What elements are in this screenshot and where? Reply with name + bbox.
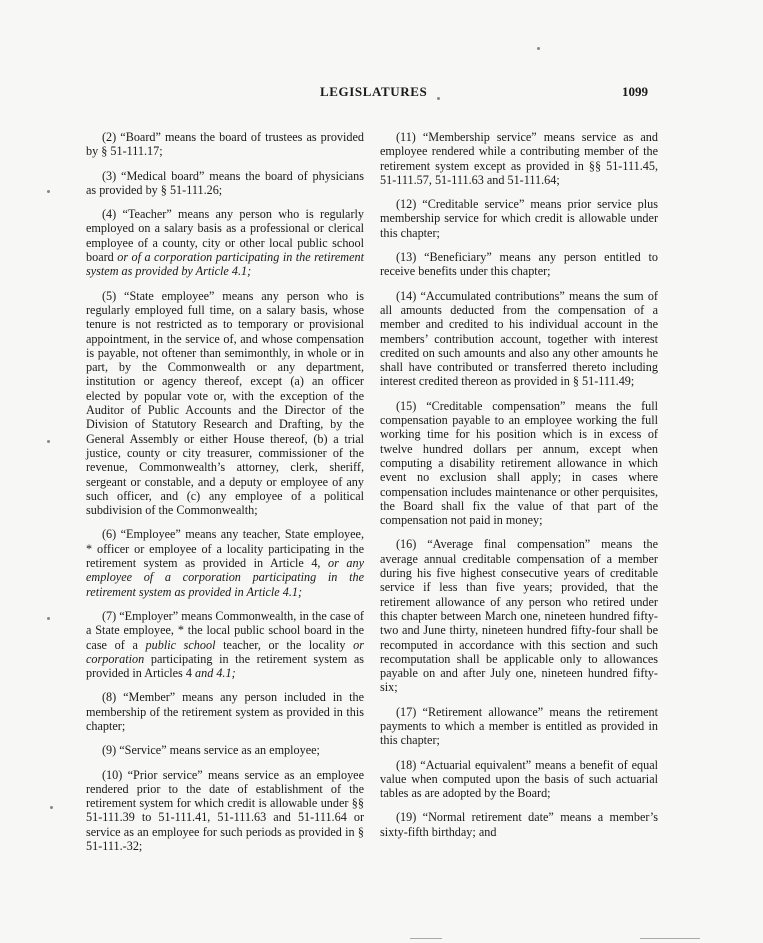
definition-paragraph (86, 207, 364, 278)
scan-speck (50, 806, 53, 809)
right-column (380, 130, 658, 849)
italic-amendment-text: and 4.1; (195, 666, 236, 681)
paragraph-text: (14) “Accumulated contributions” means the sum of all amounts deducted from the compensation of a member and credited to his individual account in the members’ contribution account, together with interest credited on such amounts and also any other amounts he shall have contributed or transferred thereto including interest credited thereon as provided in § 51-111.49; (380, 288, 658, 389)
definition-paragraph (380, 289, 658, 389)
definition-paragraph (380, 399, 658, 528)
italic-amendment-text: or of a corporation participating in the retirement system as provided by Article 4.1; (86, 250, 364, 279)
scan-speck (47, 440, 50, 443)
definition-paragraph (380, 250, 658, 279)
running-head: LEGISLATURES (320, 84, 428, 99)
definition-paragraph (380, 197, 658, 240)
paragraph-text: (3) “Medical board” means the board of physicians as provided by § 51-111.26; (86, 168, 364, 197)
definition-paragraph (380, 130, 658, 187)
page-number: 1099 (622, 84, 648, 99)
definition-paragraph (86, 169, 364, 198)
definition-paragraph (86, 768, 364, 854)
scan-speck (47, 617, 50, 620)
page-header (0, 84, 763, 104)
scan-speck (47, 190, 50, 193)
definition-paragraph (380, 705, 658, 748)
paragraph-text: (16) “Average final compensation” means the average annual creditable compensation of a member during his five highest consecutive years of creditable service if less than five years; provided, that the retirement allowance of any person who retired under this chapter between March one, nineteen hundred fifty-two and June thirty, nineteen hundred fifty-four shall be recomputed in accordance with this section and such recomputation shall be applicable only to allowances payable on and after July one, nineteen hundred fifty-six; (380, 537, 658, 695)
paragraph-text: (5) “State employee” means any person who is regularly employed full time, on a salary basis, whose tenure is not restricted as to temporary or provisional appointment, in the service of, and whose compensation is payable, not oftener than semimonthly, in whole or in part, by the Commonwealth or any department, institution or agency thereof, except (a) an officer elected by popular vote or, with the exception of the Auditor of Public Accounts and the Director of the Division of Statutory Research and Drafting, by the General Assembly or either House thereof, (b) a trial justice, county or city treasurer, commissioner of the revenue, Commonwealth’s attorney, clerk, sheriff, sergeant or constable, and a deputy or employee of any such officer, and (c) any employee of a political subdivision of the Commonwealth; (86, 288, 364, 518)
italic-amendment-text: public school (145, 637, 216, 652)
definition-paragraph (86, 690, 364, 733)
paragraph-text: (17) “Retirement allowance” means the retirement payments to which a member is entitled as provided in this chapter; (380, 704, 658, 748)
paragraph-text: (4) “Teacher” means any person who is regularly employed on a salary basis as a professional or clerical employee of a county, city or other local public school board (86, 207, 364, 265)
scan-speck (437, 97, 440, 100)
definition-paragraph (86, 289, 364, 518)
paragraph-text: (13) “Beneficiary” means any person entitled to receive benefits under this chapter; (380, 250, 658, 279)
paragraph-text: (6) “Employee” means any teacher, State employee, * officer or employee of a locality participating in the retirement system as provided in Article 4, (86, 527, 364, 571)
paragraph-text: (10) “Prior service” means service as an employee rendered prior to the date of establishment of the retirement system for which credit is allowable under §§ 51-111.39 to 51-111.41, 51-111.63 and 51-111.64 or service as an employee for such periods as provided in § 51-111.-32; (86, 767, 364, 854)
paragraph-text: (7) “Employer” means Commonwealth, in the case of a State employee, * the local public school board in the case of a (86, 608, 364, 652)
paragraph-text: (9) “Service” means service as an employee; (102, 743, 320, 758)
definition-paragraph (380, 810, 658, 839)
paragraph-text: (8) “Member” means any person included in the membership of the retirement system as provided in this chapter; (86, 690, 364, 733)
left-column (86, 130, 364, 863)
definition-paragraph (380, 537, 658, 694)
paragraph-text: teacher, or the locality (215, 637, 354, 652)
paragraph-text: participating in the retirement system as provided in Articles 4 (86, 651, 364, 681)
paragraph-text: (12) “Creditable service” means prior service plus membership service for which credit is allowable under this chapter; (380, 197, 658, 240)
scan-speck (537, 47, 540, 50)
definition-paragraph (86, 609, 364, 680)
scan-edge-mark (410, 938, 442, 939)
paragraph-text: (11) “Membership service” means service as and employee rendered while a contributing member of the retirement system except as provided in §§ 51-111.45, 51-111.57, 51-111.63 and 51-111.64; (380, 130, 658, 187)
definition-paragraph (86, 130, 364, 159)
italic-amendment-text: or corporation (86, 637, 364, 666)
definition-paragraph (86, 527, 364, 598)
definition-paragraph (380, 758, 658, 801)
paragraph-text: (18) “Actuarial equivalent” means a benefit of equal value when computed upon the basis of such actuarial tables as are adopted by the Board; (380, 757, 658, 801)
italic-amendment-text: or any employee of a corporation participating in the retirement system as provided in Article 4.1; (86, 556, 364, 599)
definition-paragraph (86, 743, 364, 757)
scan-edge-mark (640, 938, 700, 939)
paragraph-text: (15) “Creditable compensation” means the full compensation payable to an employee working the full working time for his position which is in excess of twelve hundred dollars per annum, except when computing a disability retirement allowance in which event no exclusion shall apply; in cases where compensation includes maintenance or other perquisites, the Board shall fix the value of that part of the compensation not paid in money; (380, 398, 658, 528)
paragraph-text: (19) “Normal retirement date” means a member’s sixty-fifth birthday; and (380, 810, 658, 839)
paragraph-text: (2) “Board” means the board of trustees as provided by § 51-111.17; (86, 130, 364, 159)
